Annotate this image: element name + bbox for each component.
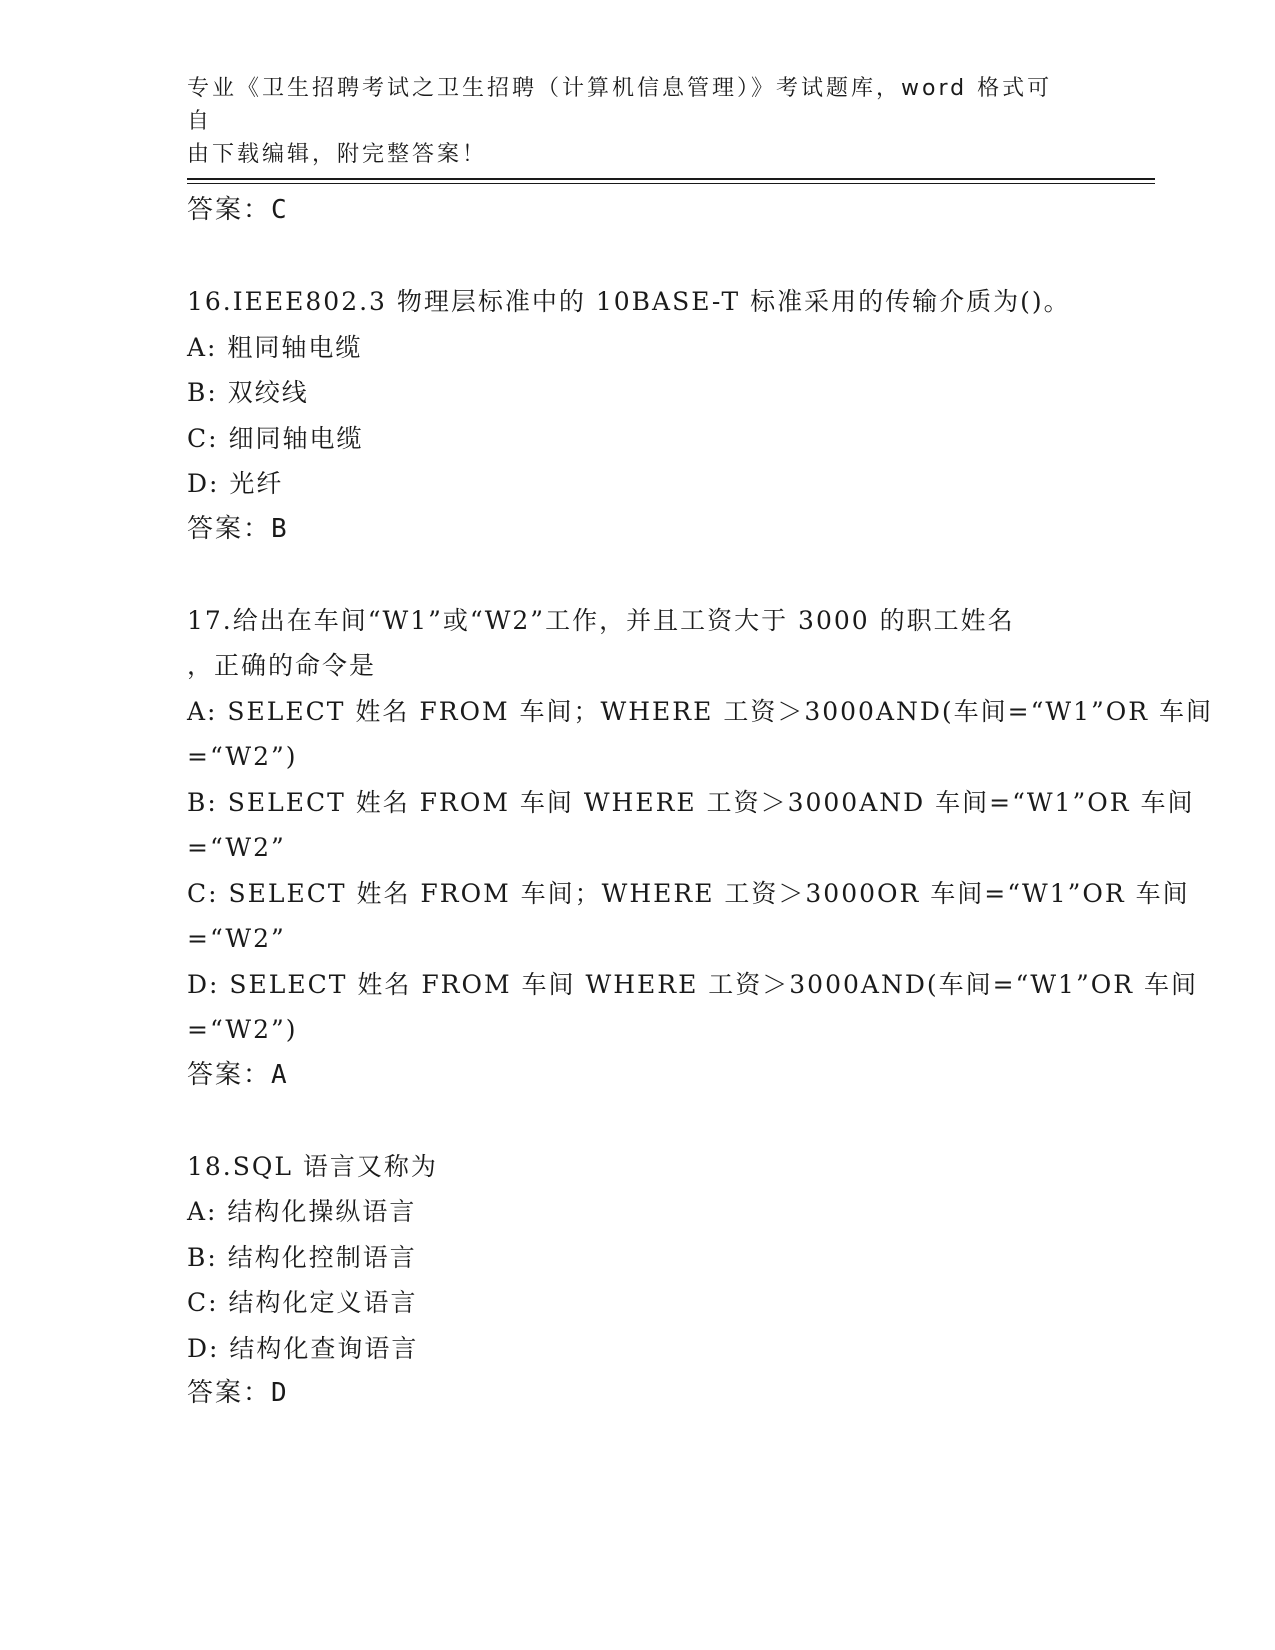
option-c: C: 细同轴电缆 <box>187 423 364 453</box>
question-16 <box>187 279 1087 552</box>
question-stem: 16.IEEE802.3 物理层标准中的 10BASE-T 标准采用的传输介质为()。 <box>187 287 1071 316</box>
option-a: A: 粗同轴电缆 <box>187 332 363 362</box>
question-stem: 18.SQL 语言又称为 <box>187 1151 438 1181</box>
option-c-continued: =“W2” <box>187 924 286 953</box>
answer-value: D <box>271 1378 289 1408</box>
header-rule-thick <box>187 178 1155 180</box>
option-d: D: SELECT 姓名 FROM 车间 WHERE 工资＞3000AND(车间=“W1”OR 车间 <box>187 969 1198 999</box>
option-b: B: 结构化控制语言 <box>187 1242 417 1272</box>
header-line-2: 由下载编辑，附完整答案！ <box>187 142 488 167</box>
option-b: B: 双绞线 <box>187 378 309 407</box>
option-d-continued: =“W2”) <box>187 1015 298 1044</box>
question-17 <box>187 598 1214 1099</box>
spacer <box>187 1098 1087 1144</box>
answer-prefix: 答案： <box>187 1378 272 1408</box>
option-a: A: 结构化操纵语言 <box>187 1197 417 1226</box>
option-c: C: 结构化定义语言 <box>187 1288 418 1317</box>
option-d: D: 结构化查询语言 <box>187 1333 419 1363</box>
answer-value: A <box>271 1059 289 1090</box>
previous-answer <box>187 188 1087 234</box>
spacer <box>187 552 1087 598</box>
answer-prefix: 答案： <box>187 1059 272 1090</box>
answer-line <box>187 1371 1087 1417</box>
option-c: C: SELECT 姓名 FROM 车间；WHERE 工资＞3000OR 车间=“W1”OR 车间 <box>187 878 1190 908</box>
question-18 <box>187 1144 1087 1417</box>
option-b: B: SELECT 姓名 FROM 车间 WHERE 工资＞3000AND 车间=“W1”OR 车间 <box>187 787 1195 817</box>
option-d: D: 光纤 <box>187 469 284 498</box>
answer-prefix: 答案： <box>187 513 272 544</box>
answer-value: C <box>271 195 289 225</box>
header-rule-thin <box>187 183 1155 184</box>
question-list <box>187 188 1214 1417</box>
option-a-continued: =“W2”) <box>187 742 298 771</box>
answer-value: B <box>271 513 289 544</box>
option-b-continued: =“W2” <box>187 833 286 862</box>
question-stem: 17.给出在车间“W1”或“W2”工作，并且工资大于 3000 的职工姓名 <box>187 605 1015 635</box>
document-header <box>187 72 1067 171</box>
answer-line <box>187 507 1087 553</box>
answer-prefix: 答案： <box>187 195 272 225</box>
spacer <box>187 234 1087 280</box>
question-stem-continued: ，正确的命令是 <box>187 651 377 680</box>
option-a: A: SELECT 姓名 FROM 车间；WHERE 工资＞3000AND(车间=“W1”OR 车间 <box>187 696 1214 726</box>
answer-line <box>187 1053 1087 1099</box>
header-line-1: 专业《卫生招聘考试之卫生招聘（计算机信息管理）》考试题库，word 格式可自 <box>187 76 1053 134</box>
